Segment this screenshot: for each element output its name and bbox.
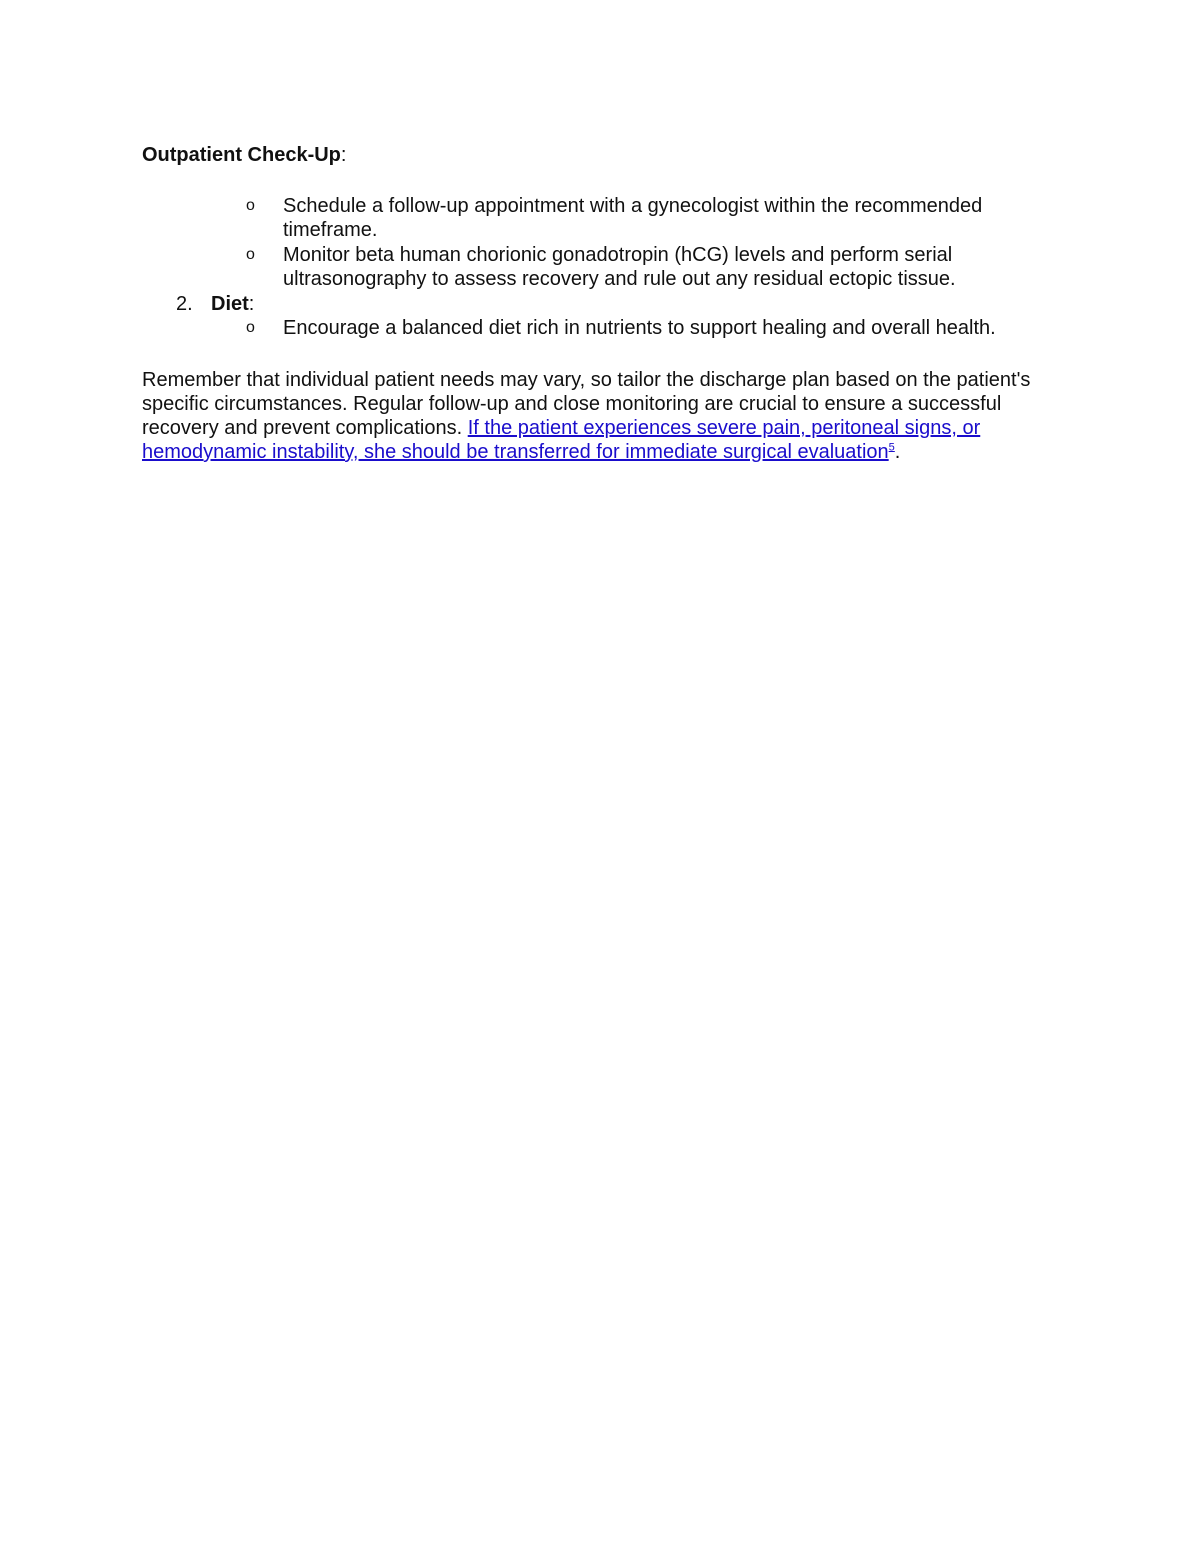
- list-item-line: Encourage a balanced diet rich in nutrients to support healing and overall health.: [283, 317, 996, 339]
- list-item-line: ultrasonography to assess recovery and rule out any residual ectopic tissue.: [283, 268, 956, 290]
- closing-paragraph: [142, 368, 1072, 464]
- bullet-marker: o: [246, 246, 255, 263]
- paragraph-line: specific circumstances. Regular follow-up and close monitoring are crucial to ensure a successful: [142, 393, 1002, 415]
- paragraph-line: [142, 416, 1072, 440]
- bullet-marker: o: [246, 197, 255, 214]
- list-item-line: timeframe.: [283, 219, 378, 241]
- surgical-evaluation-link[interactable]: If the patient experiences severe pain, peritoneal signs, or: [467, 417, 981, 439]
- paragraph-line: [142, 440, 1072, 464]
- section-heading: [142, 143, 346, 167]
- paragraph-line: Remember that individual patient needs may vary, so tailor the discharge plan based on the patient's: [142, 369, 1031, 391]
- numbered-item-label: Diet: [211, 293, 249, 315]
- numbered-item-diet: [176, 292, 254, 316]
- list-number: 2.: [176, 293, 193, 315]
- footnote-marker[interactable]: 5: [888, 441, 895, 454]
- list-item-line: Schedule a follow-up appointment with a gynecologist within the recommended: [283, 195, 983, 217]
- section-heading-label: Outpatient Check-Up: [142, 144, 341, 166]
- list-item-line: Monitor beta human chorionic gonadotropin (hCG) levels and perform serial: [283, 244, 953, 266]
- list-item: [283, 243, 1043, 291]
- numbered-item-colon: :: [248, 293, 255, 315]
- paragraph-end-period: .: [894, 441, 901, 463]
- paragraph-text: recovery and prevent complications.: [142, 417, 468, 439]
- bullet-marker: o: [246, 319, 255, 336]
- list-item: [283, 316, 1043, 340]
- section-heading-colon: :: [340, 144, 347, 166]
- list-item: [283, 194, 1043, 242]
- surgical-evaluation-link-continued[interactable]: hemodynamic instability, she should be transferred for immediate surgical evaluation: [142, 441, 889, 463]
